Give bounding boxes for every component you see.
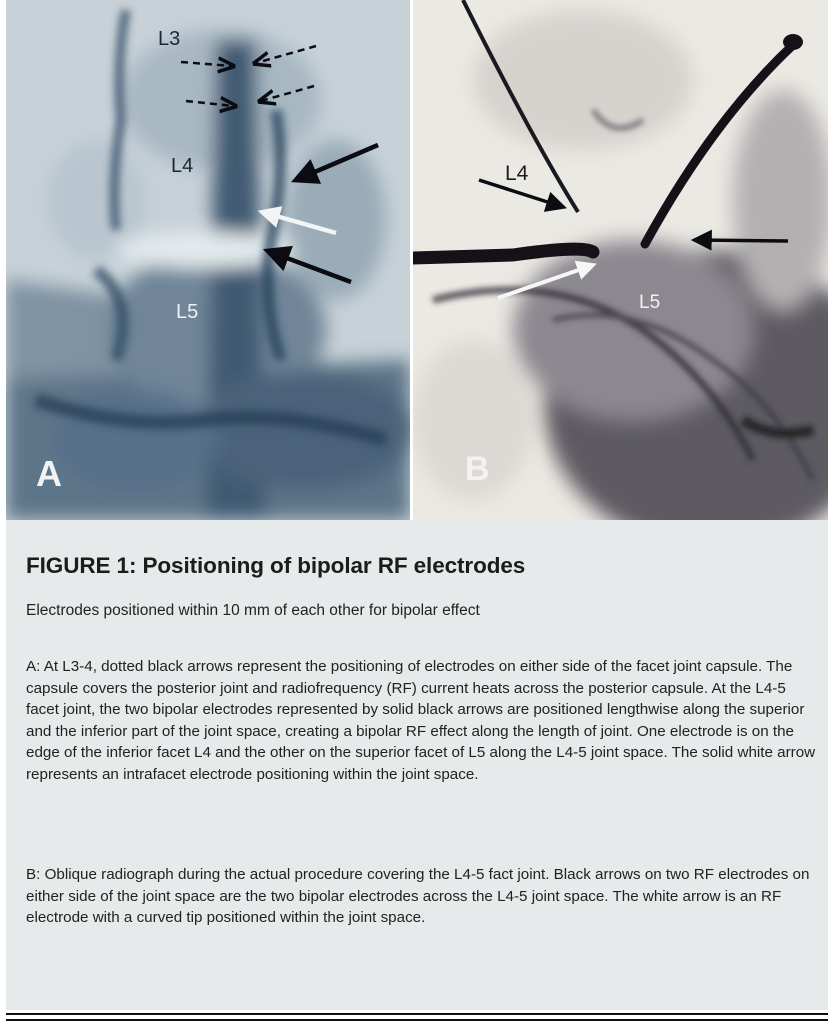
label-l4-a: L4 bbox=[171, 155, 194, 177]
label-l5-a: L5 bbox=[176, 301, 199, 323]
bottom-rule-1 bbox=[6, 1013, 828, 1015]
label-l5-b: L5 bbox=[639, 292, 661, 313]
xray-b-graphic bbox=[413, 0, 828, 520]
figure-title: FIGURE 1: Positioning of bipolar RF electrodes bbox=[26, 553, 526, 578]
label-l4-b: L4 bbox=[505, 162, 529, 185]
panel-letter-b: B bbox=[465, 450, 490, 488]
xray-a-graphic bbox=[6, 0, 410, 520]
bottom-rule-2 bbox=[6, 1019, 828, 1021]
caption-paragraph-a: A: At L3-4, dotted black arrows represent the positioning of electrodes on either side of the facet joint capsule. The capsule covers the posterior joint and radiofrequency (RF) current heats across the posterior capsule. At the L4-5 facet joint, the two bipolar electrodes represented by solid black arrows are positioned lengthwise along the superior and the inferior part of the joint space, creating a bipolar RF effect along the length of joint. One electrode is on the edge of the inferior facet L4 and the other on the superior facet of L5 along the L4-5 joint space. The solid white arrow represents an intrafacet electrode positioning within the joint space. bbox=[26, 658, 816, 783]
panel-letter-a: A bbox=[36, 453, 62, 494]
figure-caption bbox=[6, 520, 828, 1010]
caption-paragraph-b: B: Oblique radiograph during the actual procedure covering the L4-5 fact joint. Black arrows on two RF electrodes on either side of the joint space are the two bipolar electrodes across the L4-5 joint space. The white arrow is an RF electrode with a curved tip positioned within the joint space. bbox=[26, 866, 810, 926]
figure-subtitle: Electrodes positioned within 10 mm of each other for bipolar effect bbox=[26, 602, 480, 619]
black-arrow-right bbox=[695, 240, 788, 241]
xray-panel-b bbox=[413, 0, 828, 520]
label-l3-a: L3 bbox=[158, 28, 181, 50]
xray-panel-a bbox=[6, 0, 410, 520]
